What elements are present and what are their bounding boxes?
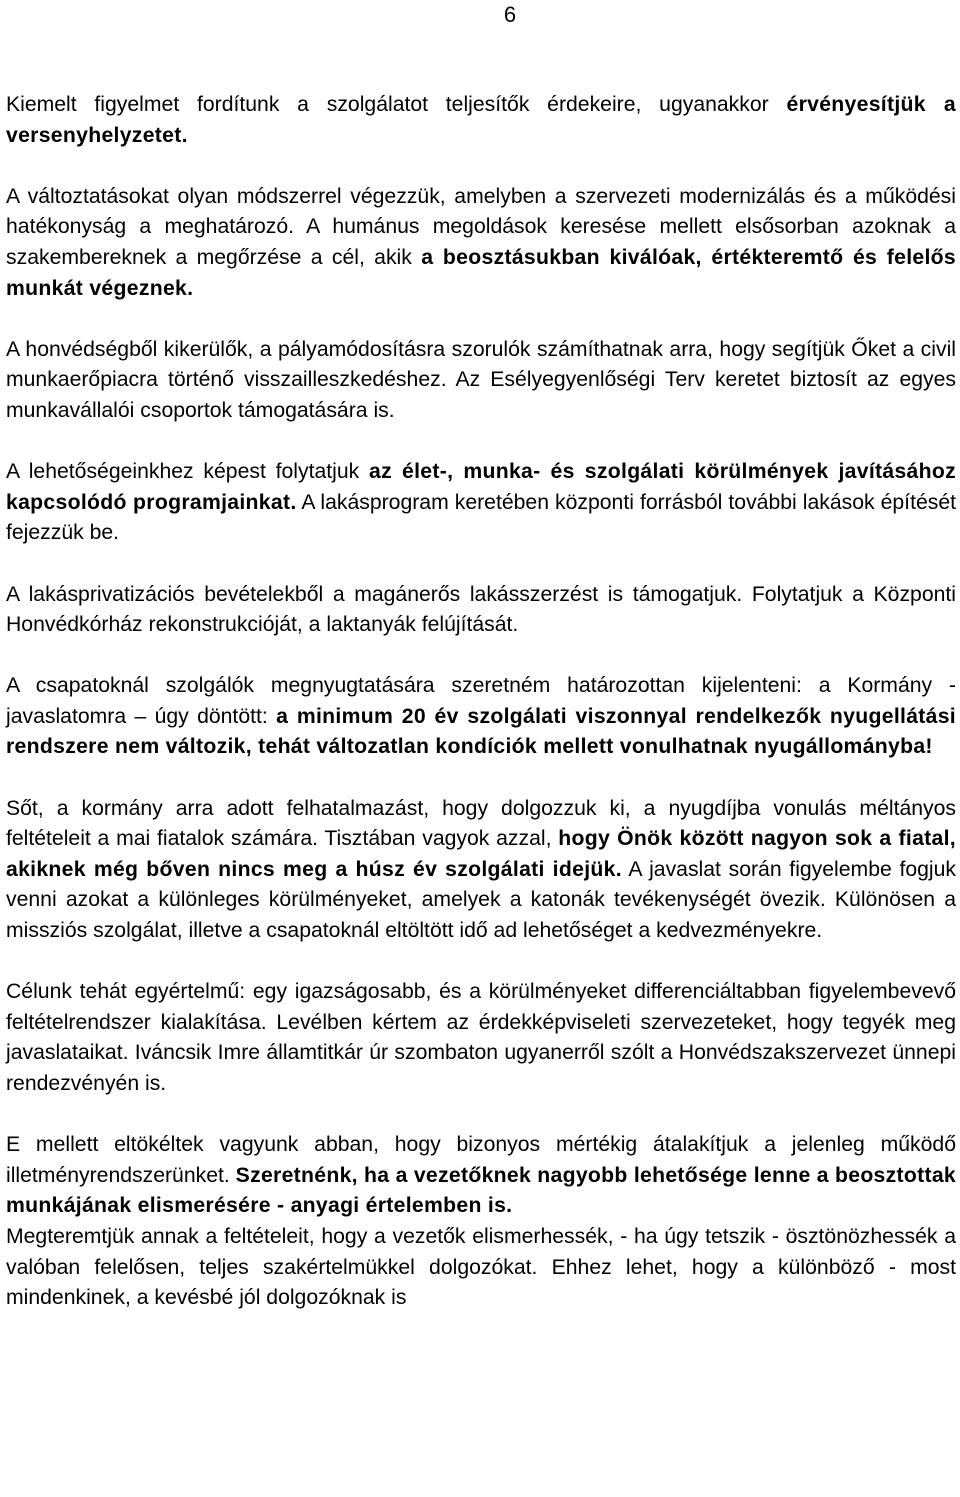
- paragraph-text: Célunk tehát egyértelmű: egy igazságosabb, és a körülményeket differenciáltabban figyelembevevő feltételrendszer kialakítása. Levélben kértem az érdekképviseleti szervezeteket, hogy tegyék meg javaslataikat. Iváncsik Imre államtitkár úr szombaton ugyanerről szólt a Honvédszakszervezet ünnepi rendezvényén is.: [6, 980, 956, 1095]
- paragraph: [6, 671, 956, 763]
- paragraph-text: Sőt, a kormány arra adott felhatalmazást, hogy dolgozzuk ki, a nyugdíjba vonulás méltányos feltételeit a mai fiatalok számára. Tisztában vagyok azzal,: [6, 796, 956, 851]
- paragraph: [6, 794, 956, 947]
- paragraph-bold-text: hogy Önök között nagyon sok a fiatal, akiknek még bőven nincs meg a húsz év szolgálati idejük.: [6, 827, 956, 881]
- page-number: 6: [503, 2, 517, 27]
- paragraph-text: E mellett eltökéltek vagyunk abban, hogy bizonyos mértékig átalakítjuk a jelenleg működő illetményrendszerünket.: [6, 1133, 956, 1187]
- paragraph-text: Megteremtjük annak a feltételeit, hogy a vezetők elismerhessék, - ha úgy tetszik - ösztönözhessék a valóban felelősen, teljes szakértelmükkel dolgozókat. Ehhez lehet, hogy a különböző - most mindenkinek, a kevésbé jól dolgozóknak is: [6, 1224, 956, 1310]
- paragraph: [6, 580, 956, 641]
- paragraph: [6, 335, 956, 427]
- paragraph: [6, 182, 956, 304]
- paragraph-bold-text: az élet-, munka- és szolgálati körülmények javításához kapcsolódó programjainkat.: [6, 460, 956, 514]
- paragraph-text: A lehetőségeinkhez képest folytatjuk: [6, 460, 369, 484]
- paragraph-text: A változtatásokat olyan módszerrel végezzük, amelyben a szervezeti modernizálás és a működési hatékonyság a meghatározó. A humánus megoldások keresése mellett elsősorban azoknak a szakembereknek a megőrzése a cél, akik: [6, 184, 956, 269]
- paragraph-bold-text: Szeretnénk, ha a vezetőknek nagyobb lehetősége lenne a beosztottak munkájának elismerésére - anyagi értelemben is.: [6, 1163, 957, 1218]
- paragraph: [6, 457, 956, 549]
- paragraph-text: Kiemelt figyelmet fordítunk a szolgálatot teljesítők érdekeire, ugyanakkor: [6, 93, 787, 116]
- paragraph-text: A lakásprogram keretében központi forrásból további lakások építését fejezzük be.: [6, 490, 956, 545]
- document-body: [6, 90, 956, 1314]
- paragraph-text: A honvédségből kikerülők, a pályamódosításra szorulók számíthatnak arra, hogy segítjük Őket a civil munkaerőpiacra történő visszailleszkedéshez. Az Esélyegyenlőségi Terv keretet biztosít az egyes munkavállalói csoportok támogatására is.: [6, 337, 956, 422]
- paragraph: [6, 977, 956, 1099]
- paragraph-text: A csapatoknál szolgálók megnyugtatására szeretném határozottan kijelenteni: a Kormány - javaslatomra – úgy döntött:: [6, 674, 956, 728]
- paragraph: [6, 1130, 956, 1222]
- paragraph-bold-text: a minimum 20 év szolgálati viszonnyal rendelkezők nyugellátási rendszere nem változik, tehát változatlan kondíciók mellett vonulhatnak nyugállományba!: [6, 704, 956, 759]
- paragraph-text: A lakásprivatizációs bevételekből a magánerős lakásszerzést is támogatjuk. Folytatjuk a Központi Honvédkórház rekonstrukcióját, a laktanyák felújítását.: [6, 582, 956, 637]
- paragraph-bold-text: a beosztásukban kiválóak, értékteremtő és felelős munkát végeznek.: [6, 245, 956, 300]
- paragraph-bold-text: érvényesítjük a versenyhelyzetet.: [6, 93, 956, 147]
- paragraph: [6, 90, 956, 151]
- paragraph-text: A javaslat során figyelembe fogjuk venni azokat a különleges körülményeket, amelyek a katonák tevékenységét övezik. Különösen a missziós szolgálat, illetve a csapatoknál eltöltött idő ad lehetőséget a kedvezményekre.: [6, 857, 956, 943]
- paragraph: [6, 1222, 956, 1314]
